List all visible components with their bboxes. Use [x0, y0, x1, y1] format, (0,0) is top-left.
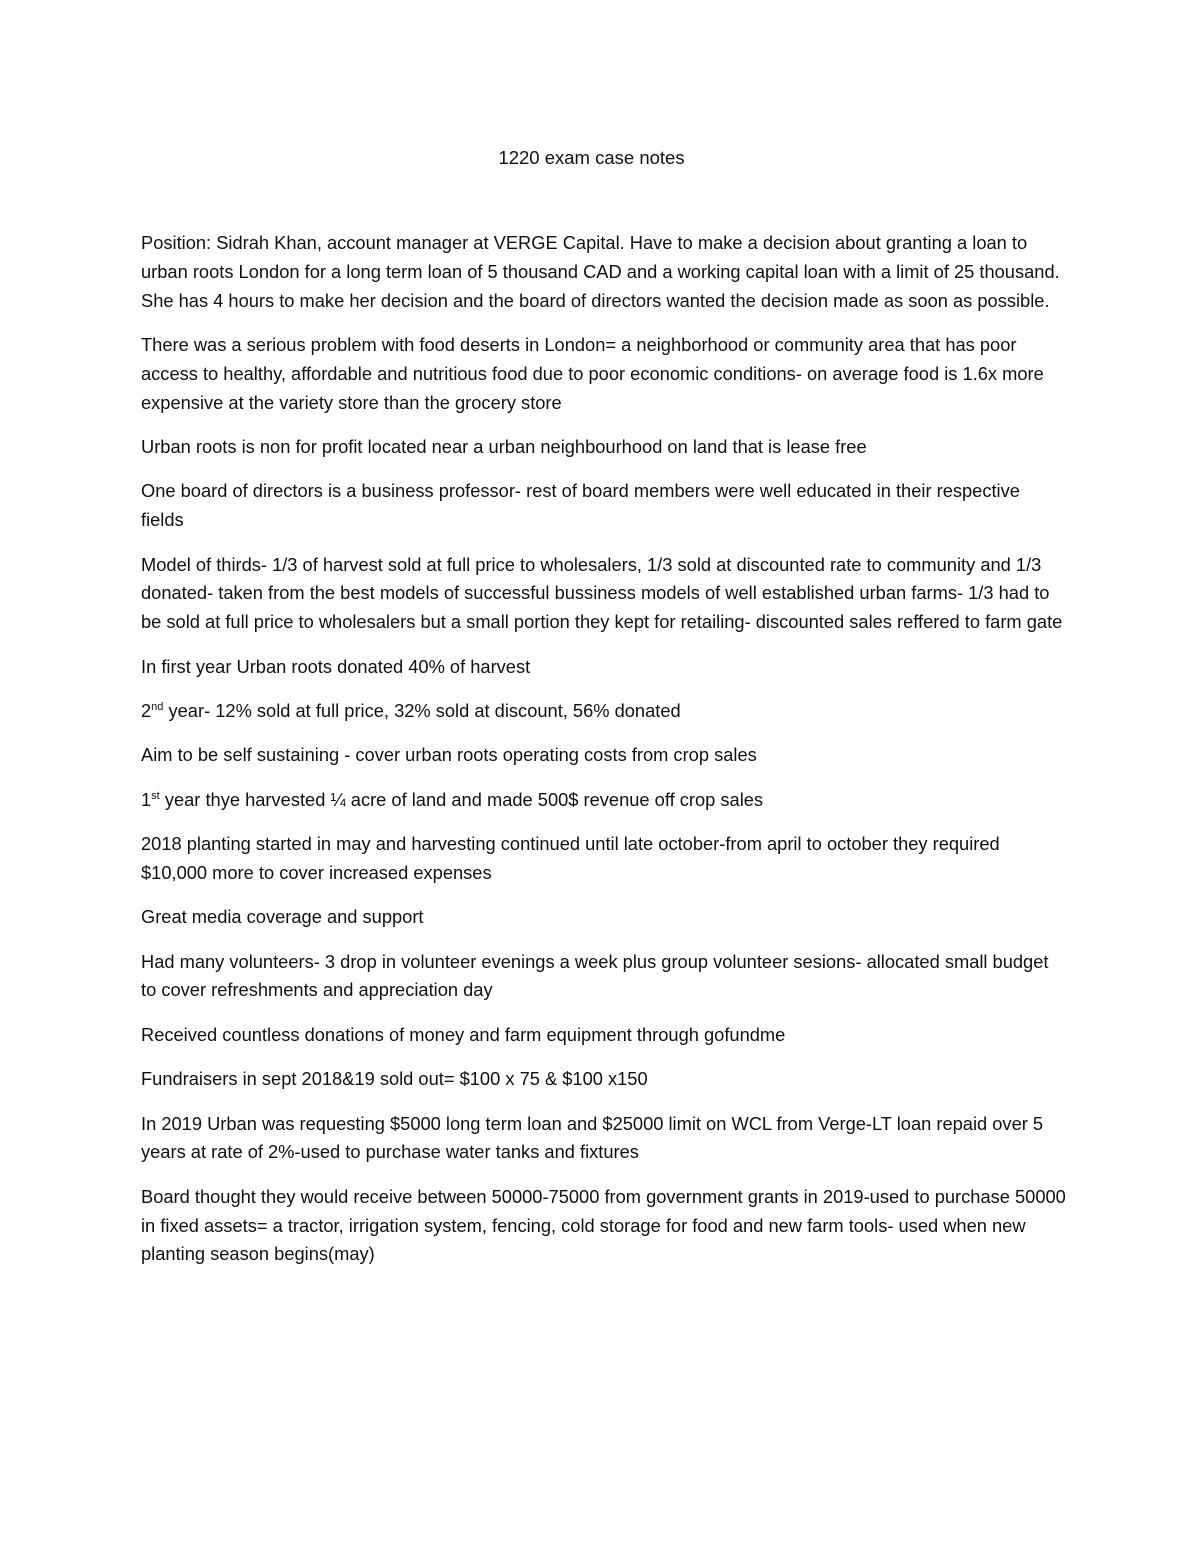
document-body [141, 229, 1066, 1285]
paragraph-first-year-donation: In first year Urban roots donated 40% of harvest [141, 655, 531, 677]
ordinal-number: 2 [141, 699, 152, 721]
paragraph-second-year [141, 697, 1066, 726]
paragraph-donations: Received countless donations of money and farm equipment through gofundme [141, 1023, 786, 1045]
paragraph-first-year-harvest [141, 786, 1066, 815]
ordinal-suffix: nd [151, 700, 164, 713]
paragraph-fundraisers: Fundraisers in sept 2018&19 sold out= $100 x 75 & $100 x150 [141, 1068, 648, 1090]
paragraph-board: One board of directors is a business professor- rest of board members were well educated in their respective fields [141, 480, 1020, 531]
paragraph-aim: Aim to be self sustaining - cover urban roots operating costs from crop sales [141, 744, 757, 766]
paragraph-2019-request: In 2019 Urban was requesting $5000 long term loan and $25000 limit on WCL from Verge-LT loan repaid over 5 years at rate of 2%-used to purchase water tanks and fixtures [141, 1112, 1044, 1163]
paragraph-2018-planting: 2018 planting started in may and harvesting continued until late october-from april to october they required $10,000 more to cover increased expenses [141, 833, 1000, 883]
paragraph-text: year thye harvested ¼ acre of land and made 500$ revenue off crop sales [159, 788, 764, 810]
paragraph-media: Great media coverage and support [141, 906, 424, 928]
paragraph-position: Position: Sidrah Khan, account manager at VERGE Capital. Have to make a decision about granting a loan to urban roots London for a long term loan of 5 thousand CAD and a working capital loan with a limit of 25 thousand. She has 4 hours to make her decision and the board of directors wanted the decision made as soon as possible. [141, 232, 1060, 311]
paragraph-text: year- 12% sold at full price, 32% sold at discount, 56% donated [163, 699, 681, 721]
ordinal-number: 1 [141, 788, 152, 810]
paragraph-grants: Board thought they would receive between 50000-75000 from government grants in 2019-used to purchase 50000 in fixed assets= a tractor, irrigation system, fencing, cold storage for food and new farm tools- used when new planting season begins(may) [141, 1185, 1066, 1265]
paragraph-food-deserts: There was a serious problem with food deserts in London= a neighborhood or community area that has poor access to healthy, affordable and nutritious food due to poor economic conditions- on average food is 1.6x more expensive at the variety store than the grocery store [141, 333, 1044, 413]
paragraph-urban-roots: Urban roots is non for profit located near a urban neighbourhood on land that is lease free [141, 435, 867, 457]
ordinal-suffix: st [151, 789, 160, 802]
paragraph-volunteers: Had many volunteers- 3 drop in volunteer evenings a week plus group volunteer sesions- allocated small budget to cover refreshments and appreciation day [141, 950, 1049, 1001]
document-title: 1220 exam case notes [498, 147, 685, 168]
paragraph-model-of-thirds: Model of thirds- 1/3 of harvest sold at full price to wholesalers, 1/3 sold at discounted rate to community and 1/3 donated- taken from the best models of successful bussiness models of well established urban farms- 1/3 had to be sold at full price to wholesalers but a small portion they kept for retailing- discounted sales reffered to farm gate [141, 553, 1063, 633]
